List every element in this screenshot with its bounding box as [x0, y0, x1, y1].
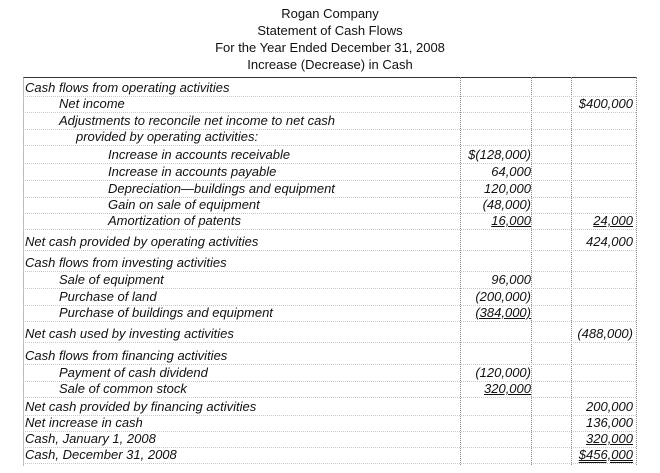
- row-label: Net cash used by investing activities: [25, 326, 234, 341]
- table-row: [23, 415, 636, 432]
- total-value: (488,000): [577, 326, 633, 341]
- table-row: [23, 147, 636, 164]
- table-row: [23, 113, 636, 130]
- detail-value: (200,000): [475, 289, 531, 304]
- row-label: Purchase of land: [59, 289, 157, 304]
- table-row: [23, 381, 636, 398]
- column-divider: [636, 77, 637, 465]
- total-value: 136,000: [586, 415, 633, 430]
- table-row: [23, 272, 636, 289]
- row-label: Cash, January 1, 2008: [25, 431, 156, 446]
- row-label: Net cash provided by financing activities: [25, 399, 257, 414]
- detail-value: 64,000: [491, 164, 531, 179]
- table-row: [23, 289, 636, 306]
- company-name: Rogan Company: [281, 6, 379, 21]
- detail-value: (48,000): [482, 197, 531, 212]
- row-label: Adjustments to reconcile net income to net cash: [59, 113, 336, 128]
- table-row: [23, 234, 636, 251]
- row-label: Cash flows from investing activities: [25, 255, 227, 270]
- total-value: 24,000: [593, 213, 633, 228]
- row-label: Sale of common stock: [59, 381, 187, 396]
- table-row: [23, 213, 636, 230]
- row-label: Net cash provided by operating activities: [25, 234, 259, 249]
- detail-value: 96,000: [491, 272, 531, 287]
- row-label: Cash flows from financing activities: [25, 348, 228, 363]
- row-label: Net increase in cash: [25, 415, 143, 430]
- row-label: Increase in accounts payable: [108, 164, 277, 179]
- table-row: [23, 80, 636, 97]
- table-row: [23, 164, 636, 181]
- total-value: $400,000: [578, 96, 633, 111]
- table-row: [23, 96, 636, 113]
- row-label: Payment of cash dividend: [59, 365, 208, 380]
- table-row: [23, 129, 636, 146]
- total-value: $456,000: [578, 447, 633, 462]
- row-label: Net income: [59, 96, 125, 111]
- table-row: [23, 447, 636, 464]
- total-value: 320,000: [586, 431, 633, 446]
- row-label: Increase in accounts receivable: [108, 147, 291, 162]
- table-row: [23, 348, 636, 365]
- table-row: [23, 365, 636, 382]
- total-value: 424,000: [586, 234, 633, 249]
- statement-subtitle: Increase (Decrease) in Cash: [247, 57, 413, 72]
- row-label: Sale of equipment: [59, 272, 164, 287]
- row-label: Purchase of buildings and equipment: [59, 305, 273, 320]
- row-label: Gain on sale of equipment: [108, 197, 260, 212]
- detail-value: (120,000): [475, 365, 531, 380]
- row-label: Cash, December 31, 2008: [25, 447, 177, 462]
- detail-value: $(128,000): [468, 147, 531, 162]
- table-row: [23, 326, 636, 343]
- detail-value: 16,000: [491, 213, 531, 228]
- table-row: [23, 431, 636, 448]
- row-label: Amortization of patents: [108, 213, 241, 228]
- total-value: 200,000: [586, 399, 633, 414]
- row-label: Depreciation—buildings and equipment: [108, 181, 335, 196]
- table-row: [23, 305, 636, 322]
- row-label: provided by operating activities:: [76, 129, 259, 144]
- detail-value: (384,000): [475, 305, 531, 320]
- table-row: [23, 399, 636, 416]
- statement-period: For the Year Ended December 31, 2008: [215, 40, 445, 55]
- row-label: Cash flows from operating activities: [25, 80, 230, 95]
- table-row: [23, 255, 636, 272]
- table-row: [23, 197, 636, 214]
- table-row: [23, 181, 636, 198]
- statement-title: Statement of Cash Flows: [257, 23, 403, 38]
- detail-value: 320,000: [484, 381, 531, 396]
- detail-value: 120,000: [484, 181, 531, 196]
